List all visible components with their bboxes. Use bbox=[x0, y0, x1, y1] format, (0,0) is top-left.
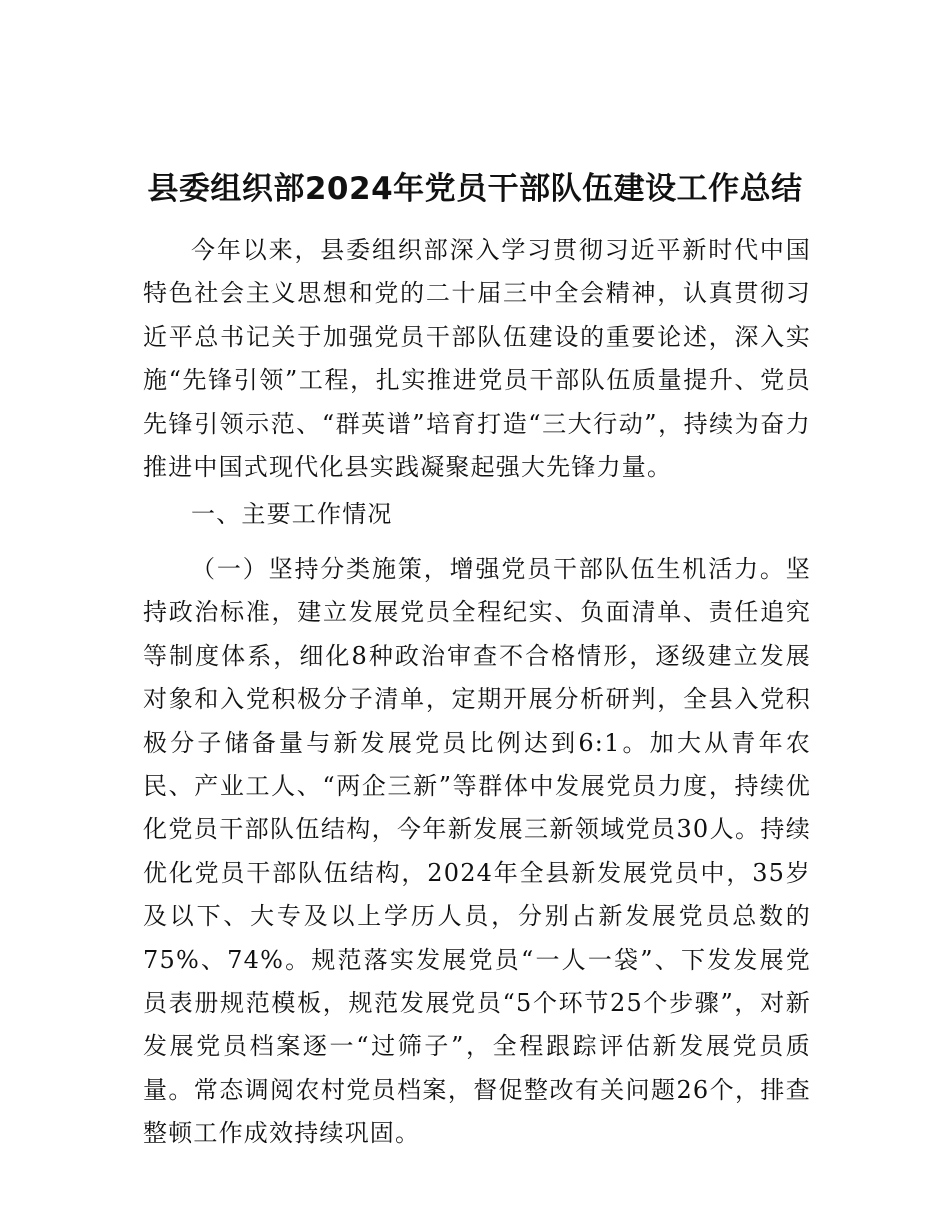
section-heading: 一、主要工作情况 bbox=[191, 500, 393, 528]
document-title: 县委组织部2024年党员干部队伍建设工作总结 bbox=[147, 171, 803, 207]
intro-paragraph: 今年以来，县委组织部深入学习贯彻习近平新时代中国特色社会主义思想和党的二十届三中全会精神，认真贯彻习近平总书记关于加强党员干部队伍建设的重要论述，深入实施“先锋引领”工程，扎实推进党员干部队伍质量提升、党员先锋引领示范、“群英谱”培育打造“三大行动”，持续为奋力推进中国式现代化县实践凝聚起强大先锋力量。 bbox=[143, 236, 811, 482]
section-paragraph: （一）坚持分类施策，增强党员干部队伍生机活力。坚持政治标准，建立发展党员全程纪实、负面清单、责任追究等制度体系，细化8种政治审查不合格情形，逐级建立发展对象和入党积极分子清单，定期开展分析研判，全县入党积极分子储备量与新发展党员比例达到6:1。加大从青年农民、产业工人、“两企三新”等群体中发展党员力度，持续优化党员干部队伍结构，今年新发展三新领域党员30人。持续优化党员干部队伍结构，2024年全县新发展党员中，35岁及以下、大专及以上学历人员，分别占新发展党员总数的75%、74%。规范落实发展党员“一人一袋”、下发发展党员表册规范模板，规范发展党员“5个环节25个步骤”，对新发展党员档案逐一“过筛子”，全程跟踪评估新发展党员质量。常态调阅农村党员档案，督促整改有关问题26个，排查整顿工作成效持续巩固。 bbox=[143, 555, 811, 1148]
